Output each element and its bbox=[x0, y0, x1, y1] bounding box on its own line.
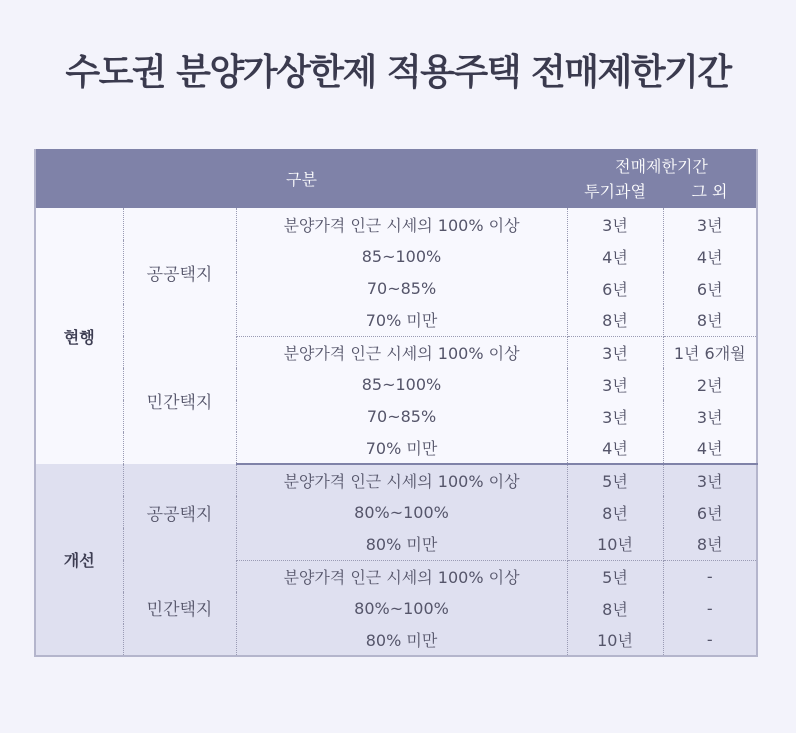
price-ratio: 80% 미만 bbox=[236, 624, 567, 656]
price-ratio: 85~100% bbox=[236, 368, 567, 400]
price-ratio: 80%~100% bbox=[236, 496, 567, 528]
price-ratio: 70% 미만 bbox=[236, 304, 567, 336]
overheated-period: 3년 bbox=[567, 336, 663, 368]
overheated-period: 8년 bbox=[567, 496, 663, 528]
overheated-period: 3년 bbox=[567, 368, 663, 400]
table-row bbox=[35, 336, 757, 368]
other-period: 6년 bbox=[663, 496, 757, 528]
table-row bbox=[35, 560, 757, 592]
price-ratio: 분양가격 인근 시세의 100% 이상 bbox=[236, 560, 567, 592]
price-ratio: 80% 미만 bbox=[236, 528, 567, 560]
overheated-period: 3년 bbox=[567, 400, 663, 432]
other-period: 3년 bbox=[663, 464, 757, 496]
overheated-period: 6년 bbox=[567, 272, 663, 304]
section-current bbox=[35, 208, 757, 464]
overheated-period: 3년 bbox=[567, 208, 663, 240]
section-improved bbox=[35, 464, 757, 656]
header-other: 그 외 bbox=[663, 179, 757, 208]
other-period: 3년 bbox=[663, 208, 757, 240]
overheated-period: 8년 bbox=[567, 592, 663, 624]
other-period: 2년 bbox=[663, 368, 757, 400]
price-ratio: 분양가격 인근 시세의 100% 이상 bbox=[236, 336, 567, 368]
other-period: 8년 bbox=[663, 528, 757, 560]
other-period: - bbox=[663, 560, 757, 592]
overheated-period: 4년 bbox=[567, 432, 663, 464]
price-ratio: 70~85% bbox=[236, 272, 567, 304]
price-ratio: 70~85% bbox=[236, 400, 567, 432]
land-type-public: 공공택지 bbox=[123, 208, 236, 336]
other-period: 6년 bbox=[663, 272, 757, 304]
other-period: 1년 6개월 bbox=[663, 336, 757, 368]
other-period: 4년 bbox=[663, 432, 757, 464]
other-period: - bbox=[663, 592, 757, 624]
category-current: 현행 bbox=[35, 208, 123, 464]
other-period: 4년 bbox=[663, 240, 757, 272]
price-ratio: 80%~100% bbox=[236, 592, 567, 624]
other-period: 8년 bbox=[663, 304, 757, 336]
overheated-period: 4년 bbox=[567, 240, 663, 272]
table-header bbox=[35, 149, 757, 208]
price-ratio: 분양가격 인근 시세의 100% 이상 bbox=[236, 464, 567, 496]
land-type-private: 민간택지 bbox=[123, 560, 236, 656]
table-row bbox=[35, 208, 757, 240]
price-ratio: 70% 미만 bbox=[236, 432, 567, 464]
resale-restriction-table bbox=[34, 149, 758, 657]
header-resale-period: 전매제한기간 bbox=[567, 149, 757, 179]
category-improved: 개선 bbox=[35, 464, 123, 656]
price-ratio: 85~100% bbox=[236, 240, 567, 272]
other-period: 3년 bbox=[663, 400, 757, 432]
header-overheated: 투기과열 bbox=[567, 179, 663, 208]
other-period: - bbox=[663, 624, 757, 656]
overheated-period: 10년 bbox=[567, 528, 663, 560]
land-type-private: 민간택지 bbox=[123, 336, 236, 464]
price-ratio: 분양가격 인근 시세의 100% 이상 bbox=[236, 208, 567, 240]
overheated-period: 5년 bbox=[567, 560, 663, 592]
table-row bbox=[35, 464, 757, 496]
header-gubun: 구분 bbox=[35, 149, 567, 208]
overheated-period: 5년 bbox=[567, 464, 663, 496]
land-type-public: 공공택지 bbox=[123, 464, 236, 560]
page-title: 수도권 분양가상한제 적용주택 전매제한기간 bbox=[65, 52, 731, 93]
overheated-period: 10년 bbox=[567, 624, 663, 656]
overheated-period: 8년 bbox=[567, 304, 663, 336]
